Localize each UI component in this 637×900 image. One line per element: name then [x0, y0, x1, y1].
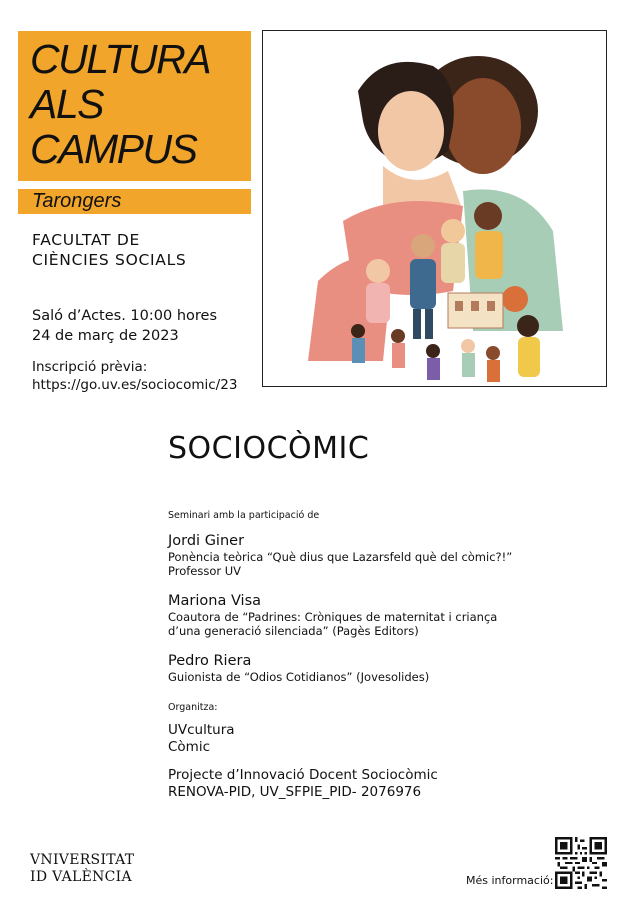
organizers-label: Organitza: [168, 702, 218, 713]
speaker-desc: Ponència teòrica “Què dius que Lazarsfeld què del còmic?!” [168, 550, 513, 564]
speaker-desc: d’una generació silenciada” (Pagès Editors) [168, 624, 419, 638]
project-line: RENOVA-PID, UV_SFPIE_PID- 2076976 [168, 784, 422, 800]
venue-time: Saló d’Actes. 10:00 hores [32, 308, 218, 324]
illustration-icon [263, 31, 607, 387]
organizers [168, 722, 235, 756]
registration-link[interactable]: https://go.uv.es/sociocomic/23 [32, 377, 238, 393]
organizer: Còmic [168, 739, 211, 755]
title-line: CAMPUS [30, 126, 197, 172]
comic-illustration [262, 30, 607, 387]
title-line: ALS [30, 81, 103, 127]
project-line: Projecte d’Innovació Docent Sociocòmic [168, 767, 438, 783]
speaker-desc: Guionista de “Odios Cotidianos” (Jovesolides) [168, 670, 430, 684]
logo-line: ID VALÈNCIA [30, 869, 132, 885]
speaker [168, 532, 512, 578]
title-block [18, 31, 251, 181]
venue-info [32, 306, 217, 346]
organizer: UVcultura [168, 722, 235, 738]
university-logo [30, 852, 134, 886]
speaker-name: Pedro Riera [168, 653, 252, 669]
faculty-name [32, 230, 186, 270]
speaker-desc: Coautora de “Padrines: Cròniques de maternitat i criança [168, 610, 498, 624]
project-info [168, 767, 438, 801]
registration-info [32, 358, 237, 394]
logo-line: VNIVERSITAT [30, 852, 135, 868]
speaker-desc: Professor UV [168, 564, 242, 578]
intro-text: Seminari amb la participació de [168, 510, 320, 521]
event-title: SOCIOCÒMIC [168, 431, 370, 466]
campus-bar [18, 189, 251, 214]
qr-code-icon[interactable] [555, 837, 607, 889]
title-line: CULTURA [30, 36, 211, 82]
speaker [168, 652, 429, 684]
campus-label: Tarongers [32, 190, 122, 212]
speaker [168, 592, 497, 638]
faculty-line: CIÈNCIES SOCIALS [32, 251, 187, 269]
speaker-name: Jordi Giner [168, 533, 245, 549]
event-date: 24 de març de 2023 [32, 328, 179, 344]
registration-label: Inscripció prèvia: [32, 359, 148, 375]
more-info-label: Més informació: [466, 874, 554, 887]
faculty-line: FACULTAT DE [32, 231, 140, 249]
speaker-name: Mariona Visa [168, 593, 262, 609]
